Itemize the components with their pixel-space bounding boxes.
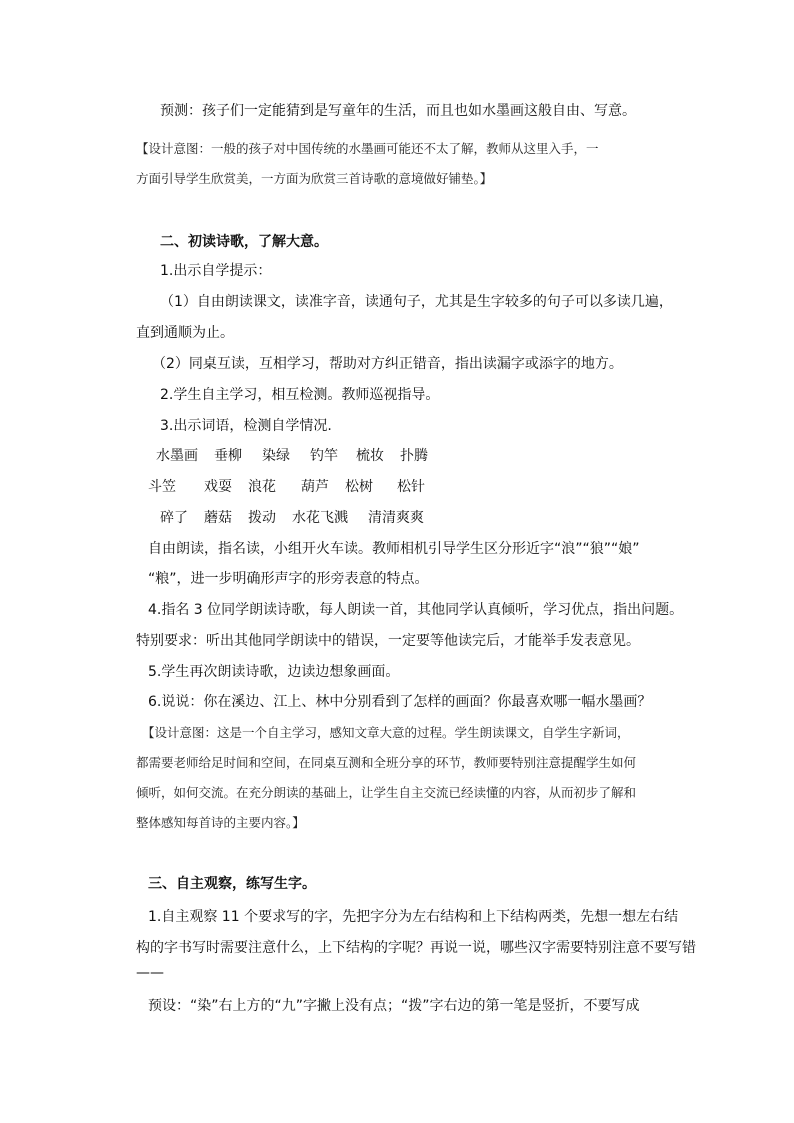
prediction-text: 预测：孩子们一定能猜到是写童年的生活，而且也如水墨画这般自由、写意。 (160, 103, 636, 119)
vocab-word: 水花飞溅 (292, 510, 348, 526)
section-heading: 二、初读诗歌，了解大意。 (160, 234, 328, 250)
step-text: 4.指名 3 位同学朗读诗歌，每人朗读一首，其他同学认真倾听，学习优点，指出问题。 (148, 602, 684, 618)
vocab-word: 松树 (345, 479, 373, 495)
vocab-word: 钓竿 (310, 448, 338, 464)
step-text: 特别要求：听出其他同学朗读中的错误，一定要等他读完后，才能举手发表意见。 (136, 633, 640, 649)
hint-text: 直到通顺为止。 (136, 325, 234, 341)
vocab-word: 戏耍 (204, 479, 232, 495)
hint-text: （2）同桌互读，互相学习，帮助对方纠正错音，指出读漏字或添字的地方。 (152, 356, 623, 372)
reading-text: 自由朗读，指名读，小组开火车读。教师相机引导学生区分形近字“浪”“狼”“娘” (148, 541, 640, 557)
vocab-word: 染绿 (262, 448, 290, 464)
design-intent-line: 【设计意图：这是一个自主学习，感知文章大意的过程。学生朗读课文，自学生字新词， (142, 725, 630, 740)
vocab-word: 松针 (397, 479, 425, 495)
vocab-word: 拨动 (248, 510, 276, 526)
design-intent-line: 整体感知每首诗的主要内容。】 (136, 815, 305, 830)
step-text: —— (136, 965, 164, 981)
vocab-word: 葫芦 (301, 479, 329, 495)
vocab-word: 浪花 (248, 479, 276, 495)
step-text: 构的字书写时需要注意什么，上下结构的字呢？再说一说，哪些汉字需要特别注意不要写错 (136, 940, 696, 956)
step-text: 5.学生再次朗读诗歌，边读边想象画面。 (148, 664, 400, 680)
step-text: 2.学生自主学习，相互检测。教师巡视指导。 (160, 387, 440, 403)
step-text: 3.出示词语，检测自学情况. (160, 418, 332, 434)
preset-text: 预设：“染”右上方的“九”字撇上没有点；“拨”字右边的第一笔是竖折，不要写成 (148, 998, 640, 1014)
design-intent-line: 倾听，如何交流。在充分朗读的基础上，让学生自主交流已经读懂的内容，从而初步了解和 (136, 785, 637, 800)
design-intent-line: 【设计意图：一般的孩子对中国传统的水墨画可能还不太了解，教师从这里入手，一 (136, 141, 599, 156)
vocab-row (148, 477, 425, 497)
step-text: 1.出示自学提示： (160, 263, 272, 279)
step-text: 6.说说：你在溪边、江上、林中分别看到了怎样的画面？你最喜欢哪一幅水墨画？ (148, 694, 652, 710)
vocab-word: 碎了 (160, 510, 188, 526)
design-intent-line: 都需要老师给足时间和空间，在同桌互测和全班分享的环节，教师要特别注意提醒学生如何 (136, 755, 637, 770)
vocab-word: 梳妆 (356, 448, 384, 464)
vocab-word: 斗笠 (148, 479, 176, 495)
design-intent-line: 方面引导学生欣赏美，一方面为欣赏三首诗歌的意境做好铺垫。】 (136, 171, 493, 186)
hint-text: （1）自由朗读课文，读准字音，读通句子，尤其是生字较多的句子可以多读几遍， (160, 294, 673, 310)
vocab-word: 蘑菇 (204, 510, 232, 526)
vocab-word: 水墨画 (156, 448, 198, 464)
vocab-word: 垂柳 (214, 448, 242, 464)
vocab-row (160, 508, 424, 528)
vocab-word: 扑腾 (400, 448, 428, 464)
step-text: 1.自主观察 11 个要求写的字，先把字分为左右结构和上下结构两类，先想一想左右结 (148, 909, 679, 925)
vocab-word: 清清爽爽 (368, 510, 424, 526)
section-heading: 三、自主观察，练写生字。 (148, 876, 316, 892)
reading-text: “粮”，进一步明确形声字的形旁表意的特点。 (148, 571, 429, 587)
vocab-row (156, 446, 428, 466)
